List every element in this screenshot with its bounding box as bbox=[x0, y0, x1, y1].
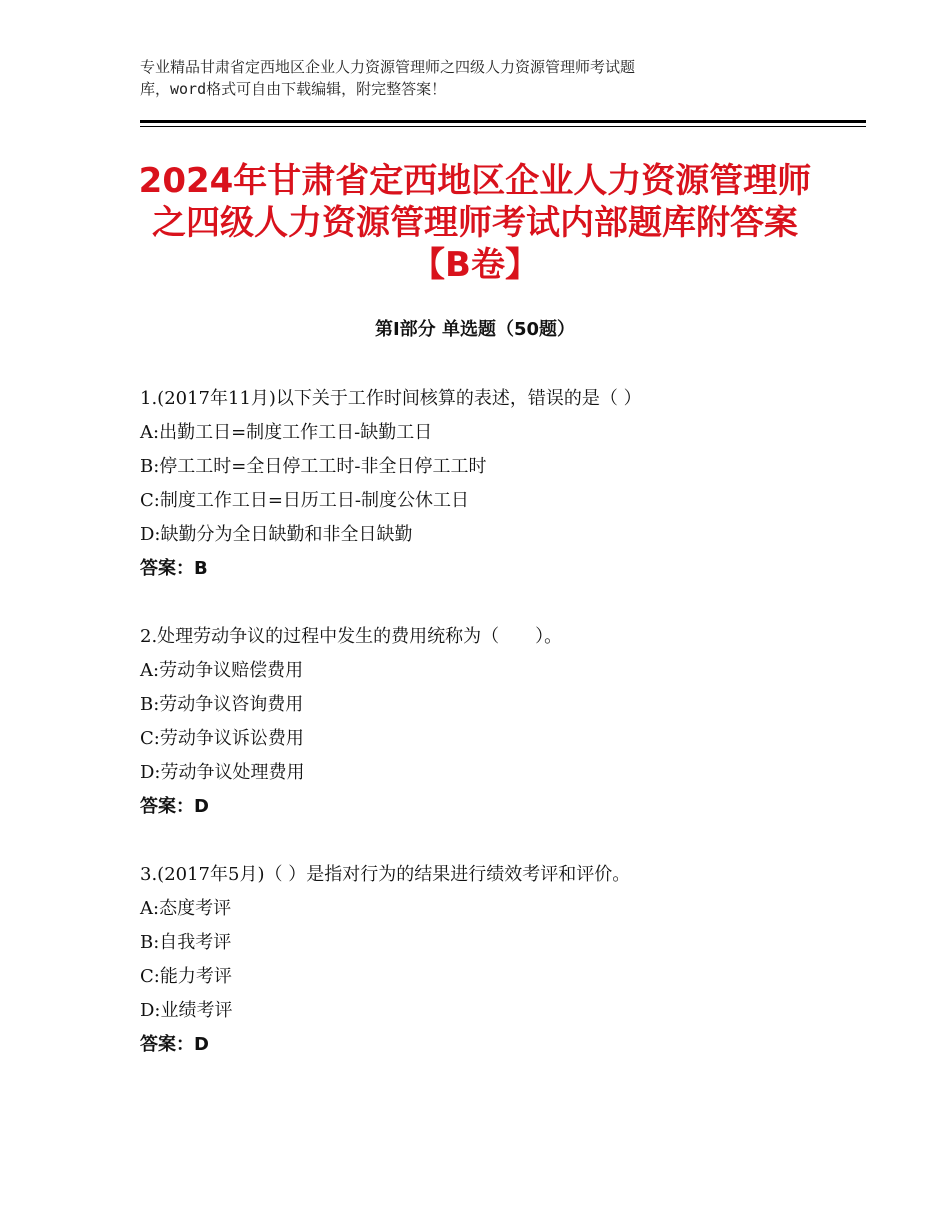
option-c: C:能力考评 bbox=[140, 966, 232, 987]
section-title: 第Ⅰ部分 单选题（50题） bbox=[374, 319, 575, 340]
option-d: D:缺勤分为全日缺勤和非全日缺勤 bbox=[140, 524, 413, 545]
option-c: C:制度工作工日=日历工日-制度公休工日 bbox=[140, 490, 469, 511]
document-title-line-2: 之四级人力资源管理师考试内部题库附答案 bbox=[152, 203, 798, 243]
question-stem: 1.(2017年11月)以下关于工作时间核算的表述，错误的是（ ） bbox=[140, 388, 642, 409]
document-title-line-3: 【B卷】 bbox=[411, 245, 539, 285]
option-a: A:态度考评 bbox=[140, 898, 232, 919]
answer: 答案：D bbox=[140, 796, 209, 817]
header-note-line-2: 库，word格式可自由下载编辑，附完整答案！ bbox=[140, 80, 447, 98]
option-a: A:出勤工日=制度工作工日-缺勤工日 bbox=[140, 422, 433, 443]
question-3 bbox=[140, 858, 840, 1062]
option-a: A:劳动争议赔偿费用 bbox=[140, 660, 304, 681]
answer: 答案：D bbox=[140, 1034, 209, 1055]
option-b: B:停工工时=全日停工工时-非全日停工工时 bbox=[140, 456, 487, 477]
option-d: D:业绩考评 bbox=[140, 1000, 233, 1021]
question-2 bbox=[140, 620, 840, 824]
option-b: B:劳动争议咨询费用 bbox=[140, 694, 304, 715]
question-list bbox=[140, 382, 840, 1096]
question-stem: 2.处理劳动争议的过程中发生的费用统称为（ ）。 bbox=[140, 626, 563, 647]
header-note-line-1: 专业精品甘肃省定西地区企业人力资源管理师之四级人力资源管理师考试题 bbox=[140, 58, 636, 76]
document-title bbox=[100, 160, 850, 286]
option-b: B:自我考评 bbox=[140, 932, 232, 953]
document-title-line-1: 2024年甘肃省定西地区企业人力资源管理师 bbox=[138, 161, 812, 201]
question-stem: 3.(2017年5月)（ ）是指对行为的结果进行绩效考评和评价。 bbox=[140, 864, 631, 885]
question-1 bbox=[140, 382, 840, 586]
option-c: C:劳动争议诉讼费用 bbox=[140, 728, 304, 749]
header-divider-thin bbox=[140, 126, 866, 127]
header-note bbox=[140, 56, 820, 100]
option-d: D:劳动争议处理费用 bbox=[140, 762, 305, 783]
header-divider-thick bbox=[140, 120, 866, 123]
answer: 答案：B bbox=[140, 558, 208, 579]
